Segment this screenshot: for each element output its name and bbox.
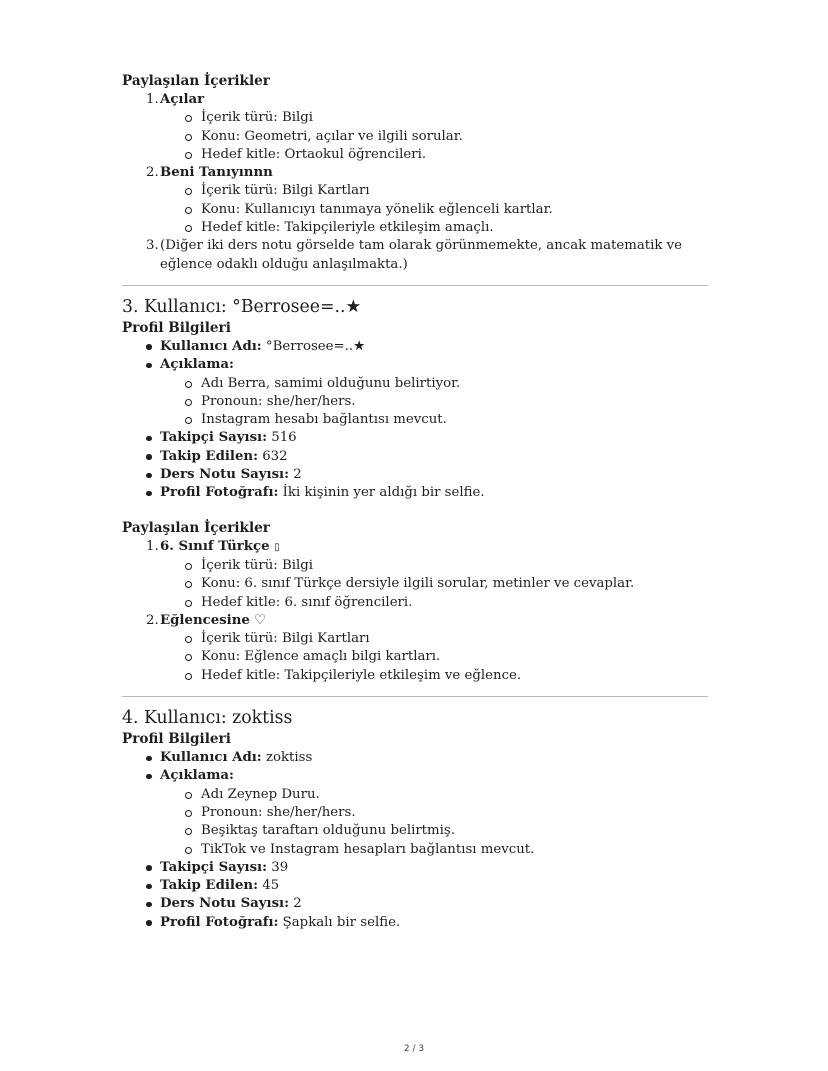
detail-line: Hedef kitle: Ortaokul öğrencileri. bbox=[160, 146, 708, 164]
profile-following bbox=[122, 448, 708, 466]
detail-line: Adı Zeynep Duru. bbox=[160, 786, 708, 804]
page-content bbox=[122, 72, 708, 932]
field-value: 45 bbox=[258, 878, 280, 894]
item-title: Eğlencesine bbox=[160, 612, 250, 628]
field-value: 2 bbox=[289, 896, 302, 912]
page-number: 2 / 3 bbox=[403, 1044, 425, 1054]
detail-line: Instagram hesabı bağlantısı mevcut. bbox=[160, 411, 708, 429]
detail-line: Pronoun: she/her/hers. bbox=[160, 393, 708, 411]
item-title: Beni Tanıyınnn bbox=[160, 165, 273, 181]
item-number: 2. bbox=[146, 612, 159, 628]
field-label: Takip Edilen: bbox=[160, 878, 258, 894]
description-details bbox=[160, 786, 708, 859]
field-label: Takipçi Sayısı: bbox=[160, 859, 268, 875]
list-item bbox=[122, 91, 708, 164]
missing-glyph-icon: ▯ bbox=[274, 541, 280, 553]
field-label: Takip Edilen: bbox=[160, 448, 258, 464]
detail-line: Hedef kitle: 6. sınıf öğrencileri. bbox=[160, 594, 708, 612]
item-details bbox=[160, 182, 708, 237]
profile-following bbox=[122, 877, 708, 895]
profile-notes-count bbox=[122, 466, 708, 484]
item-details bbox=[160, 630, 708, 685]
profile-description bbox=[122, 356, 708, 429]
field-label: Profil Fotoğrafı: bbox=[160, 914, 279, 930]
detail-line: Hedef kitle: Takipçileriyle etkileşim ve eğlence. bbox=[160, 667, 708, 685]
field-value: 632 bbox=[258, 448, 288, 464]
field-label: Kullanıcı Adı: bbox=[160, 750, 262, 766]
detail-line: Konu: Eğlence amaçlı bilgi kartları. bbox=[160, 648, 708, 666]
detail-line: Konu: Geometri, açılar ve ilgili sorular. bbox=[160, 128, 708, 146]
shared-content-list bbox=[122, 91, 708, 274]
profile-photo bbox=[122, 914, 708, 932]
profile-heading: Profil Bilgileri bbox=[122, 731, 231, 748]
field-value: zoktiss bbox=[261, 750, 313, 766]
field-label: Profil Fotoğrafı: bbox=[160, 485, 279, 501]
profile-username bbox=[122, 338, 708, 356]
item-details bbox=[160, 109, 708, 164]
shared-content-heading: Paylaşılan İçerikler bbox=[122, 73, 270, 89]
detail-line: Adı Berra, samimi olduğunu belirtiyor. bbox=[160, 375, 708, 393]
detail-line: Pronoun: she/her/hers. bbox=[160, 804, 708, 822]
detail-line: İçerik türü: Bilgi bbox=[160, 109, 708, 127]
detail-line: İçerik türü: Bilgi Kartları bbox=[160, 182, 708, 200]
detail-line: TikTok ve Instagram hesapları bağlantısı mevcut. bbox=[160, 841, 708, 859]
profile-description bbox=[122, 767, 708, 858]
item-note: (Diğer iki ders notu görselde tam olarak görünmemekte, ancak matematik ve eğlence odaklı olduğu anlaşılmakta.) bbox=[160, 238, 683, 272]
field-value: 516 bbox=[267, 430, 297, 446]
item-number: 3. bbox=[146, 238, 159, 254]
shared-content-list bbox=[122, 538, 708, 685]
detail-line: Hedef kitle: Takipçileriyle etkileşim amaçlı. bbox=[160, 219, 708, 237]
user-heading: 4. Kullanıcı: zoktiss bbox=[122, 708, 293, 729]
profile-followers bbox=[122, 429, 708, 447]
item-number: 2. bbox=[146, 165, 159, 181]
profile-heading: Profil Bilgileri bbox=[122, 319, 231, 336]
list-item bbox=[122, 164, 708, 237]
profile-notes-count bbox=[122, 895, 708, 913]
profile-info-list bbox=[122, 749, 708, 932]
profile-username bbox=[122, 749, 708, 767]
section-divider bbox=[122, 285, 708, 286]
field-label: Ders Notu Sayısı: bbox=[160, 467, 290, 483]
detail-line: Konu: 6. sınıf Türkçe dersiyle ilgili sorular, metinler ve cevaplar. bbox=[160, 575, 708, 593]
item-title: 6. Sınıf Türkçe bbox=[160, 538, 275, 554]
detail-line: İçerik türü: Bilgi Kartları bbox=[160, 630, 708, 648]
field-label: Açıklama: bbox=[160, 768, 234, 784]
field-value: 39 bbox=[267, 859, 289, 875]
profile-followers bbox=[122, 859, 708, 877]
list-item bbox=[122, 538, 708, 612]
field-label: Takipçi Sayısı: bbox=[160, 430, 268, 446]
item-number: 1. bbox=[146, 538, 159, 554]
profile-info-list bbox=[122, 338, 708, 503]
item-title: Açılar bbox=[160, 92, 205, 107]
description-details bbox=[160, 375, 708, 430]
item-number: 1. bbox=[146, 92, 159, 107]
field-label: Ders Notu Sayısı: bbox=[160, 896, 290, 912]
detail-line: Konu: Kullanıcıyı tanımaya yönelik eğlenceli kartlar. bbox=[160, 201, 708, 219]
field-value: İki kişinin yer aldığı bir selfie. bbox=[278, 485, 485, 501]
item-details bbox=[160, 557, 708, 612]
field-value: Şapkalı bir selfie. bbox=[278, 914, 401, 930]
heart-icon: ♡ bbox=[249, 612, 266, 628]
detail-line: İçerik türü: Bilgi bbox=[160, 557, 708, 575]
field-label: Kullanıcı Adı: bbox=[160, 338, 262, 354]
user-heading: 3. Kullanıcı: °Berrosee=..★ bbox=[122, 296, 361, 317]
section-divider bbox=[122, 696, 708, 697]
shared-content-heading: Paylaşılan İçerikler bbox=[122, 519, 270, 536]
field-value: 2 bbox=[289, 467, 302, 483]
profile-photo bbox=[122, 484, 708, 502]
list-item bbox=[122, 612, 708, 685]
field-label: Açıklama: bbox=[160, 357, 234, 373]
detail-line: Beşiktaş taraftarı olduğunu belirtmiş. bbox=[160, 822, 708, 840]
list-item bbox=[122, 237, 708, 274]
field-value: °Berrosee=..★ bbox=[261, 338, 366, 354]
